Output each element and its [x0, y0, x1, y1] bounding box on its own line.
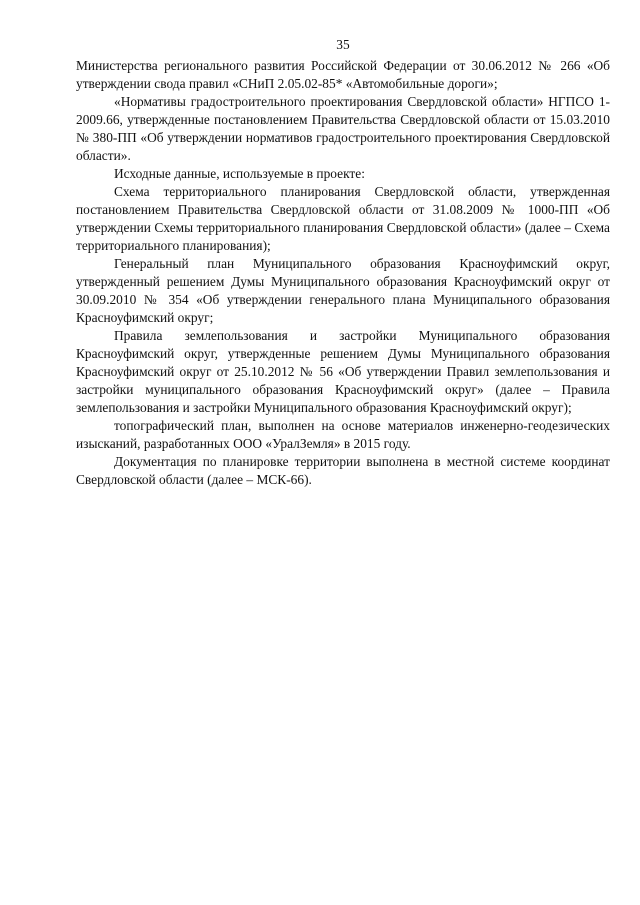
paragraph-zoning-rules: Правила землепользования и застройки Муниципального образования Красноуфимский округ, утвержденные решением Думы Муниципального образования Красноуфимский округ от 25.10.2012 № 56 «Об утверждении Правил землепользования и застройки муниципального образования Красноуфимский округ» (далее – Правила землепользования и застройки Муниципального образования Красноуфимский округ); — [76, 328, 610, 415]
paragraph-territorial-scheme: Схема территориального планирования Свердловской области, утвержденная постановлением Правительства Свердловской области от 31.08.2009 № 1000-ПП «Об утверждении Схемы территориального планирования Свердловской области» (далее – Схема территориального планирования); — [76, 184, 610, 253]
paragraph-general-plan: Генеральный план Муниципального образования Красноуфимский округ, утвержденный решением Думы Муниципального образования Красноуфимский округ от 30.09.2010 № 354 «Об утверждении генерального плана Муниципального образования Красноуфимский округ; — [76, 256, 610, 325]
paragraph-topographic-plan: топографический план, выполнен на основе материалов инженерно-геодезических изысканий, разработанных ООО «УралЗемля» в 2015 году. — [76, 418, 610, 451]
document-body — [76, 57, 610, 489]
page-number: 35 — [336, 37, 350, 52]
document-page — [76, 36, 610, 489]
paragraph-continuation: Министерства регионального развития Российской Федерации от 30.06.2012 № 266 «Об утверждении свода правил «СНиП 2.05.02-85* «Автомобильные дороги»; — [76, 58, 610, 91]
paragraph-source-data-heading: Исходные данные, используемые в проекте: — [114, 166, 365, 181]
paragraph-standards: «Нормативы градостроительного проектирования Свердловской области» НГПСО 1-2009.66, утвержденные постановлением Правительства Свердловской области от 15.03.2010 № 380-ПП «Об утверждении нормативов градостроительного проектирования Свердловской области». — [76, 94, 610, 163]
paragraph-coordinate-system: Документация по планировке территории выполнена в местной системе координат Свердловской области (далее – МСК-66). — [76, 454, 610, 487]
